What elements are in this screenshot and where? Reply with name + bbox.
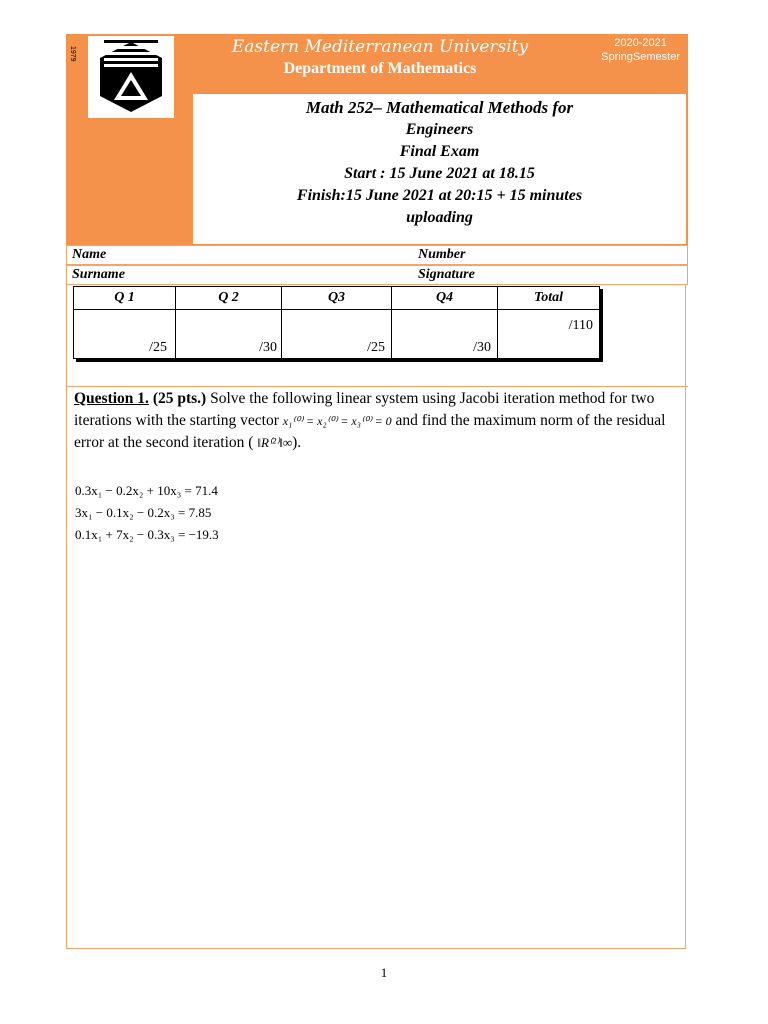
question-text-b: and find the maximum norm of the residual error at the second iteration ( — [74, 412, 666, 451]
score-header-q1: Q 1 — [74, 287, 176, 310]
score-table-header — [74, 287, 600, 310]
number-label: Number — [418, 247, 466, 262]
question-1 — [74, 388, 674, 454]
logo-year: 1979 — [69, 46, 76, 62]
question-points: (25 pts.) — [152, 390, 207, 407]
score-header-total: Total — [498, 287, 600, 310]
title-line-3: Final Exam — [399, 143, 480, 160]
score-value-total: /110 — [498, 310, 600, 359]
score-value-q3: /25 — [282, 310, 392, 359]
logo-icon — [88, 36, 174, 118]
score-header-q3: Q3 — [282, 287, 392, 310]
question-text-c: ). — [292, 434, 302, 451]
university-logo — [88, 36, 174, 118]
title-line-2: Engineers — [405, 121, 474, 138]
name-label: Name — [72, 247, 107, 262]
info-row-name — [66, 245, 688, 265]
score-table — [73, 286, 600, 359]
signature-label: Signature — [418, 267, 475, 282]
department-name: Department of Mathematics — [283, 60, 477, 77]
equation-1: 0.3x₁ − 0.2x₂ + 10x₃ = 71.4 — [75, 483, 218, 498]
exam-title — [193, 94, 686, 244]
score-value-q2: /30 — [176, 310, 282, 359]
score-table-values — [74, 310, 600, 359]
equation-2: 3x₁ − 0.1x₂ − 0.2x₃ = 7.85 — [75, 505, 212, 520]
question-label: Question 1. — [74, 390, 149, 407]
university-name: Eastern Mediterranean University — [231, 37, 529, 57]
linear-system — [75, 480, 219, 546]
score-value-q4: /30 — [392, 310, 498, 359]
semester-badge — [601, 36, 680, 64]
starting-vector: x₁⁽⁰⁾ = x₂⁽⁰⁾ = x₃⁽⁰⁾ = 0 — [282, 414, 392, 428]
question-text-a: Solve the following linear system using Jacobi iteration method for two iterations with the starting vector — [74, 390, 655, 429]
score-value-q1: /25 — [74, 310, 176, 359]
title-line-4: Start : 15 June 2021 at 18.15 — [344, 165, 535, 182]
equation-3: 0.1x₁ + 7x₂ − 0.3x₃ = −19.3 — [75, 527, 219, 542]
title-line-5: Finish:15 June 2021 at 20:15 + 15 minutes — [296, 187, 583, 204]
residual-norm: ‖R⁽²⁾‖∞ — [257, 435, 293, 450]
score-header-q2: Q 2 — [176, 287, 282, 310]
academic-year: 2020-2021 — [614, 37, 667, 49]
score-header-q4: Q4 — [392, 287, 498, 310]
title-line-1: Math 252– Mathematical Methods for — [305, 98, 574, 117]
semester: SpringSemester — [601, 51, 680, 63]
surname-label: Surname — [72, 267, 125, 282]
title-line-6: uploading — [406, 209, 473, 226]
page-number: 1 — [380, 965, 388, 980]
info-row-surname — [66, 265, 688, 285]
section-divider — [66, 386, 688, 387]
